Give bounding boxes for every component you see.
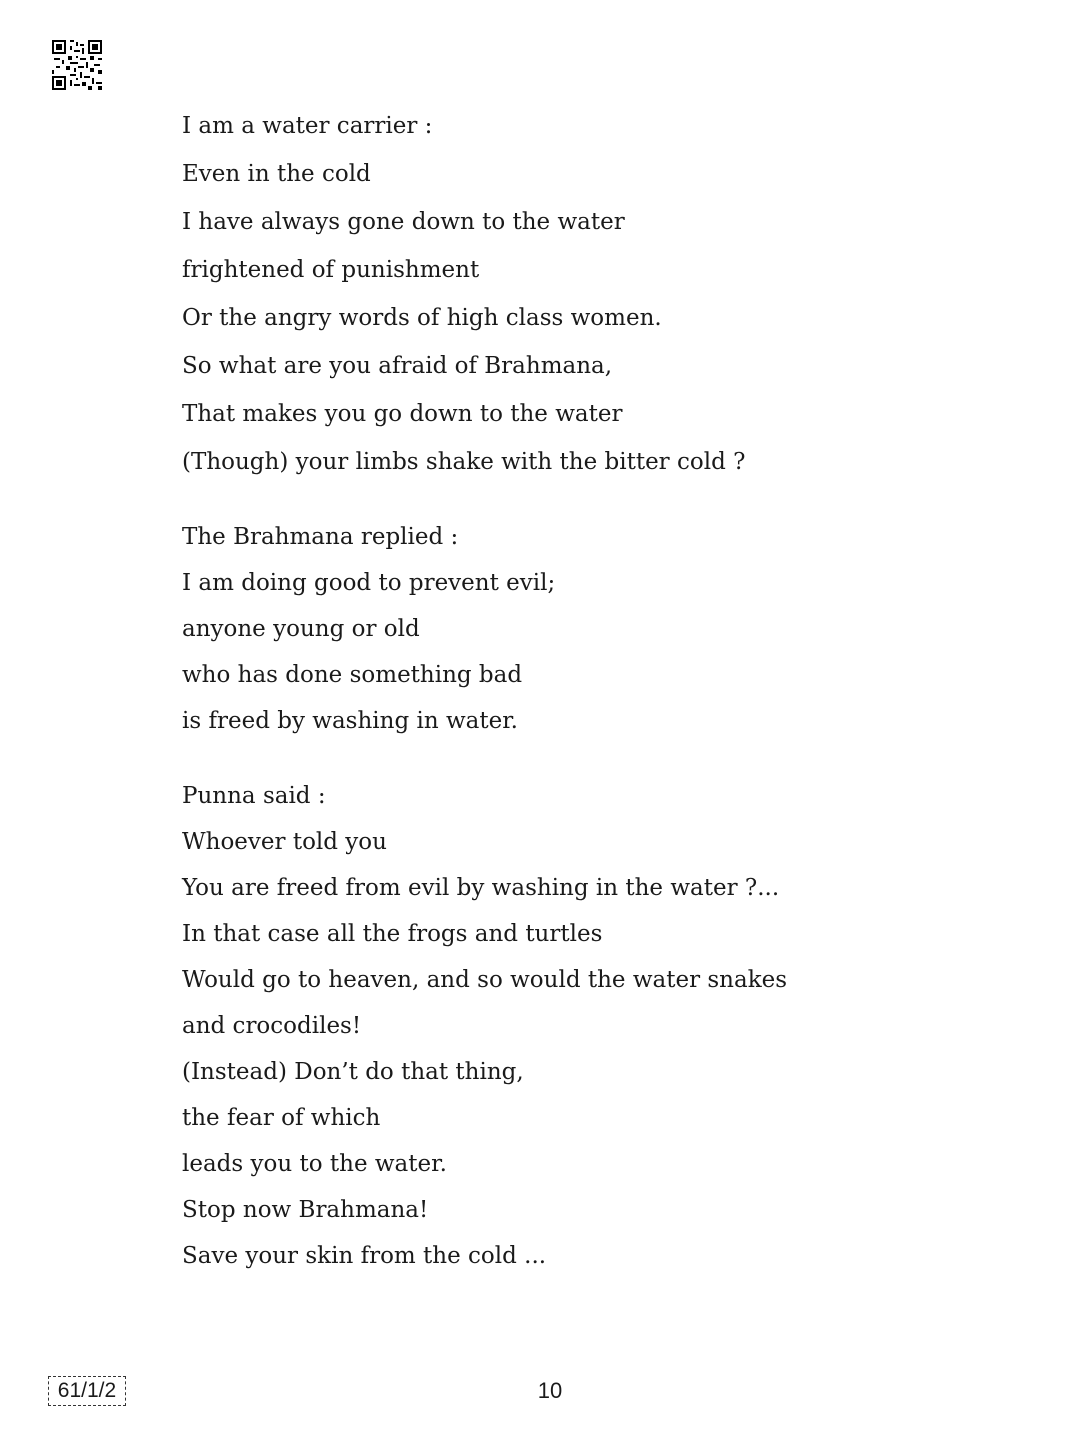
poem-line: Or the angry words of high class women. [182, 305, 662, 331]
page-number: 10 [537, 1378, 563, 1403]
poem-line: I have always gone down to the water [182, 209, 625, 235]
poem-line: I am a water carrier : [182, 113, 433, 139]
poem-line: Even in the cold [182, 161, 371, 187]
stanza [182, 519, 942, 749]
poem-line: That makes you go down to the water [182, 401, 623, 427]
poem-line: In that case all the frogs and turtles [182, 921, 603, 947]
poem-line: who has done something bad [182, 662, 523, 688]
poem-line: Save your skin from the cold ... [182, 1243, 547, 1269]
paper-code: 61/1/2 [48, 1376, 126, 1406]
poem-line: Punna said : [182, 783, 326, 809]
poem-line: The Brahmana replied : [182, 524, 459, 550]
poem-line: Would go to heaven, and so would the water snakes [182, 967, 788, 993]
poem-line: So what are you afraid of Brahmana, [182, 353, 613, 379]
poem-line: You are freed from evil by washing in the water ?... [182, 875, 780, 901]
poem-line: leads you to the water. [182, 1151, 447, 1177]
poem-line: Whoever told you [182, 829, 387, 855]
poem-line: frightened of punishment [182, 257, 480, 283]
qr-code-icon [52, 40, 102, 90]
stanza [182, 778, 942, 1284]
poem [182, 108, 942, 1284]
poem-line: anyone young or old [182, 616, 420, 642]
poem-line: the fear of which [182, 1105, 381, 1131]
poem-line: (Instead) Don’t do that thing, [182, 1059, 524, 1085]
poem-line: is freed by washing in water. [182, 708, 518, 734]
poem-line: and crocodiles! [182, 1013, 362, 1039]
poem-line: (Though) your limbs shake with the bitter cold ? [182, 449, 746, 475]
poem-line: Stop now Brahmana! [182, 1197, 429, 1223]
poem-line: I am doing good to prevent evil; [182, 570, 556, 596]
stanza [182, 108, 942, 492]
